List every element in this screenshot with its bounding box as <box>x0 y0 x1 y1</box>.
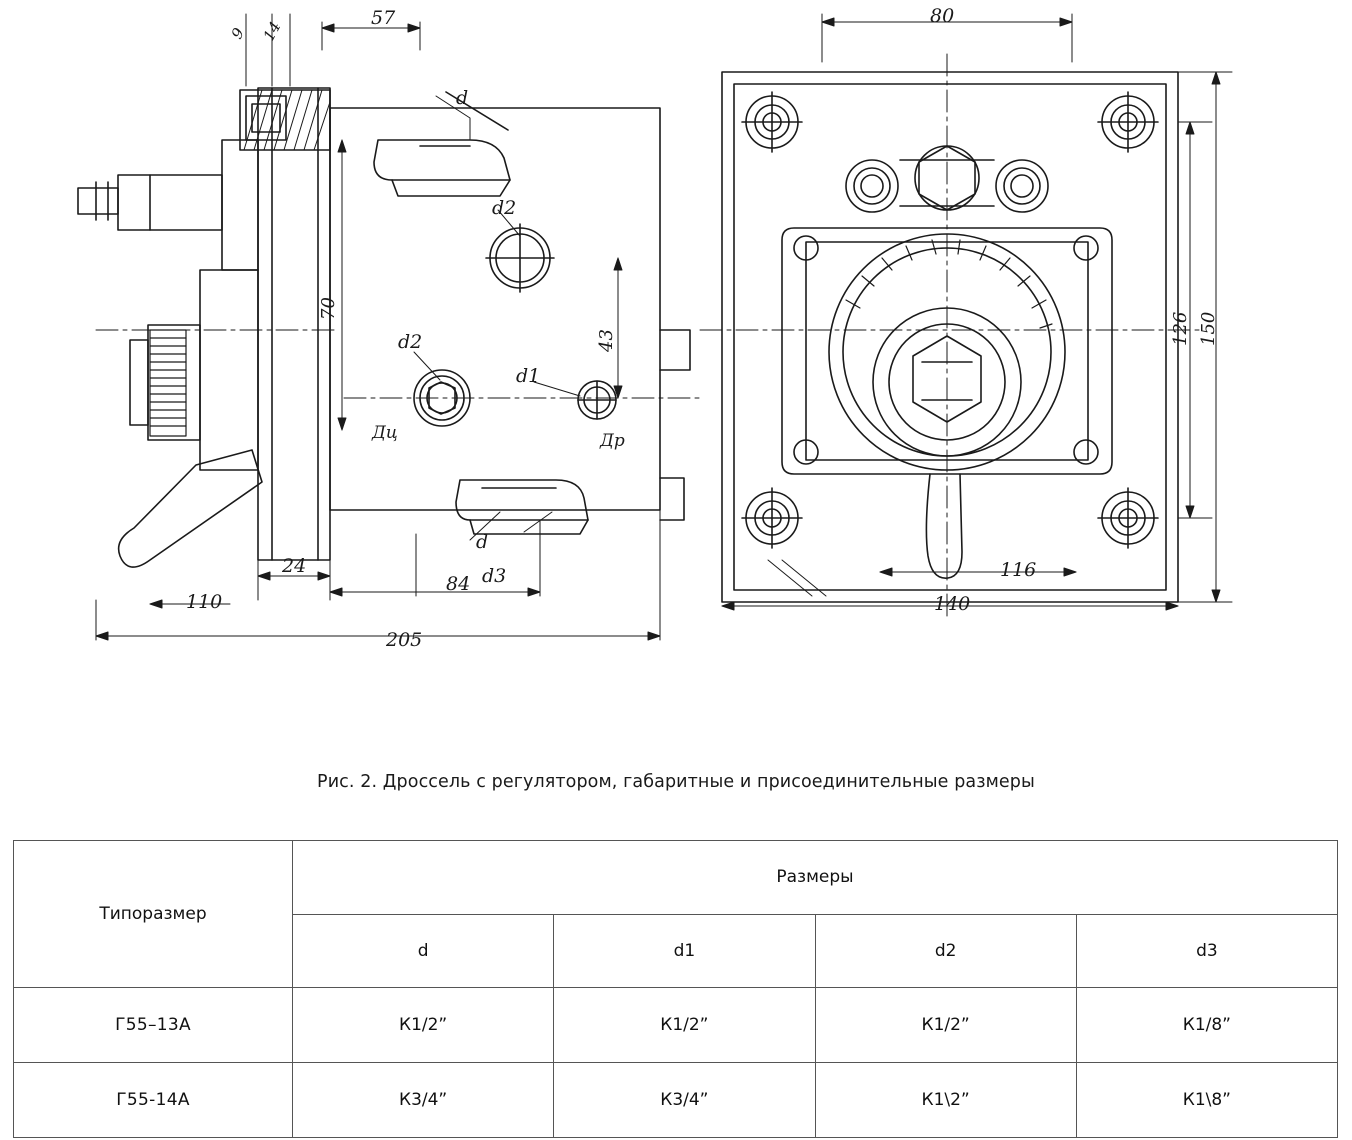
label-dr: Др <box>600 431 625 451</box>
dim-label-24: 24 <box>282 555 307 577</box>
dim-label-9: 9 <box>227 24 249 42</box>
dim-label-14: 14 <box>259 18 285 44</box>
label-d2: d2 <box>398 331 423 353</box>
header-col-d3: d3 <box>1076 914 1337 988</box>
table-row <box>14 988 1338 1063</box>
figure-caption: Рис. 2. Дроссель с регулятором, габаритные и присоединительные размеры <box>317 772 1035 792</box>
row-1-d3: К1\8” <box>1076 1063 1337 1138</box>
dim-label-116: 116 <box>1000 559 1037 581</box>
label-d2-upper: d2 <box>492 197 517 219</box>
row-0-d1: К1/2” <box>554 988 815 1063</box>
dim-label-205: 205 <box>386 629 423 651</box>
label-d3: d3 <box>482 565 507 587</box>
dim-label-150: 150 <box>1198 311 1219 346</box>
row-0-d2: К1/2” <box>815 988 1076 1063</box>
header-col-d: d <box>293 914 554 988</box>
table-header-row <box>14 841 1338 915</box>
dim-label-80: 80 <box>930 5 955 27</box>
dim-label-70: 70 <box>318 297 339 320</box>
header-col-d1: d1 <box>554 914 815 988</box>
header-sizes: Размеры <box>293 841 1338 915</box>
row-1-d: К3/4” <box>293 1063 554 1138</box>
row-type-0: Г55–13А <box>14 988 293 1063</box>
header-col-d2: d2 <box>815 914 1076 988</box>
label-du: Дц <box>372 423 398 443</box>
dim-label-126: 126 <box>1170 311 1191 346</box>
dimensions-table <box>13 840 1338 1138</box>
dim-label-57: 57 <box>371 7 396 29</box>
label-d1: d1 <box>516 365 541 387</box>
row-1-d1: К3/4” <box>554 1063 815 1138</box>
dim-label-84: 84 <box>446 573 471 595</box>
dim-label-43: 43 <box>596 329 617 352</box>
row-type-1: Г55-14А <box>14 1063 293 1138</box>
row-0-d3: К1/8” <box>1076 988 1337 1063</box>
dim-label-140: 140 <box>934 593 971 615</box>
table-row <box>14 1063 1338 1138</box>
row-1-d2: К1\2” <box>815 1063 1076 1138</box>
label-d-top: d <box>456 87 469 109</box>
dimensions-table-wrapper <box>13 840 1338 1138</box>
row-0-d: К1/2” <box>293 988 554 1063</box>
label-d-bottom: d <box>476 531 489 553</box>
dim-label-110: 110 <box>186 591 223 613</box>
header-typesize: Типоразмер <box>14 841 293 988</box>
